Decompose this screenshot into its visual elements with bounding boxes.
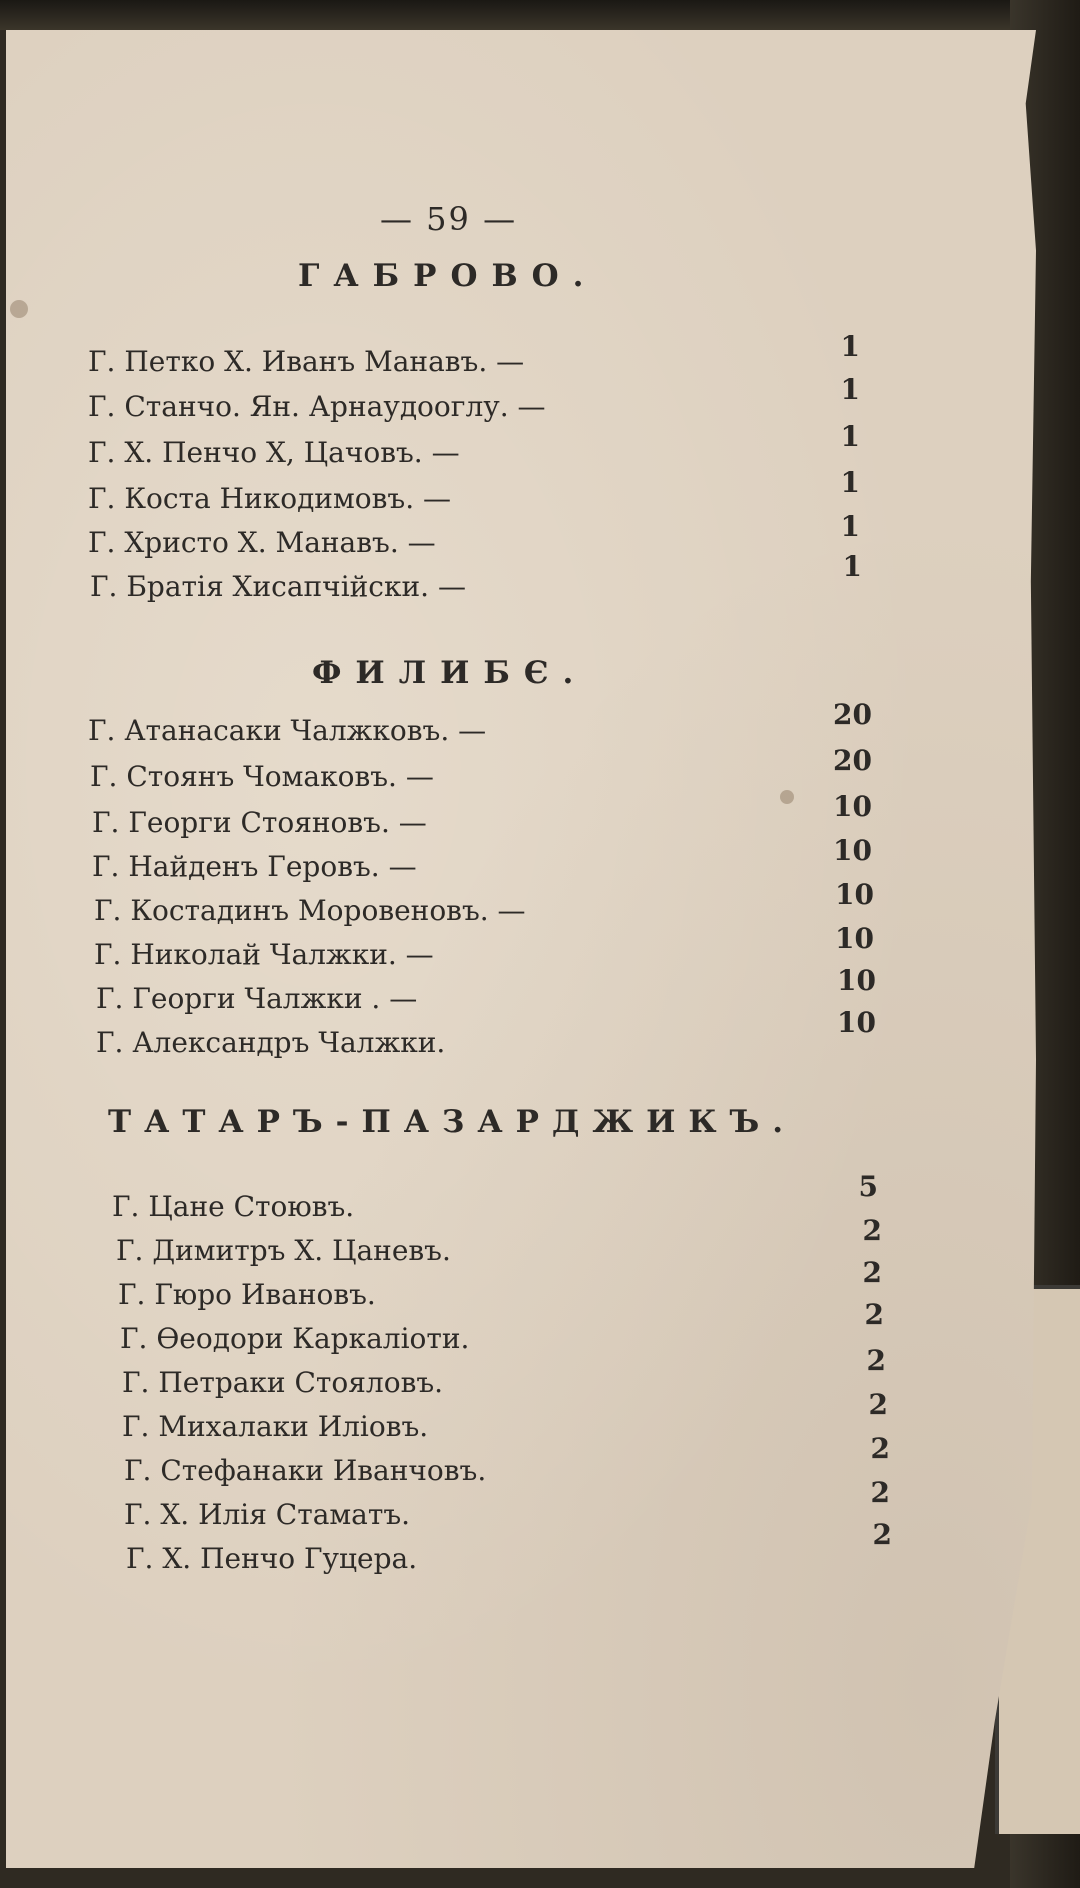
list-item-amount: 1 [840, 510, 860, 543]
list-item-amount: 20 [833, 744, 872, 777]
list-item: Г. Костадинъ Моровеновъ. — [94, 894, 526, 927]
list-item: Г. Өеодори Каркаліоти. [120, 1322, 470, 1355]
list-item-amount: 1 [840, 466, 860, 499]
list-item: Г. Братія Хисапчійски. — [90, 570, 466, 603]
list-item: Г. Петко Х. Иванъ Манавъ. — [88, 345, 525, 378]
list-item-amount: 1 [840, 373, 860, 406]
list-item-amount: 1 [840, 420, 860, 453]
list-item-amount: 5 [858, 1170, 878, 1203]
list-item-amount: 1 [842, 550, 862, 583]
list-item: Г. Александръ Чалжки. [96, 1026, 446, 1059]
list-item-amount: 2 [868, 1388, 888, 1421]
list-item-amount: 2 [862, 1214, 882, 1247]
list-item-amount: 10 [835, 922, 874, 955]
list-item: Г. Стефанаки Иванчовъ. [124, 1454, 487, 1487]
list-item-amount: 10 [837, 964, 876, 997]
list-item-amount: 2 [872, 1518, 892, 1551]
list-item-amount: 2 [870, 1476, 890, 1509]
list-item-amount: 2 [866, 1344, 886, 1377]
list-item: Г. Х. Пенчо Х, Цачовъ. — [88, 436, 460, 469]
list-item: Г. Цане Стоювъ. [112, 1190, 355, 1223]
list-item-amount: 2 [870, 1432, 890, 1465]
list-item: Г. Георги Стояновъ. — [92, 806, 427, 839]
list-item: Г. Атанасаки Чалжковъ. — [88, 714, 487, 747]
page-number: — 59 — [380, 200, 518, 238]
list-item: Г. Х. Илія Стаматъ. [124, 1498, 411, 1531]
list-item-amount: 10 [837, 1006, 876, 1039]
list-item-amount: 20 [833, 698, 872, 731]
list-item-amount: 2 [864, 1298, 884, 1331]
list-item-amount: 10 [833, 834, 872, 867]
list-item-amount: 2 [862, 1256, 882, 1289]
list-item: Г. Гюро Ивановъ. [118, 1278, 376, 1311]
list-item-amount: 10 [833, 790, 872, 823]
list-item: Г. Георги Чалжки . — [96, 982, 418, 1015]
list-item-amount: 1 [840, 330, 860, 363]
list-item: Г. Стоянъ Чомаковъ. — [90, 760, 434, 793]
list-item-amount: 10 [835, 878, 874, 911]
section-heading-tatar-pazardzhik: ТАТАРЪ-ПАЗАРДЖИКЪ. [108, 1104, 797, 1140]
list-item: Г. Найденъ Геровъ. — [92, 850, 417, 883]
list-item: Г. Димитръ Х. Цаневъ. [116, 1234, 451, 1267]
list-item: Г. Николай Чалжки. — [94, 938, 434, 971]
list-item: Г. Станчо. Ян. Арнаудооглу. — [88, 390, 546, 423]
section-heading-filibe: ФИЛИБЄ. [312, 655, 588, 691]
list-item: Г. Петраки Стояловъ. [122, 1366, 444, 1399]
list-item: Г. Коста Никодимовъ. — [88, 482, 451, 515]
list-item: Г. Михалаки Иліовъ. [122, 1410, 429, 1443]
section-heading-gabrovo: ГАБРОВО. [298, 258, 598, 294]
list-item: Г. Х. Пенчо Гуцера. [126, 1542, 418, 1575]
list-item: Г. Христо Х. Манавъ. — [88, 526, 436, 559]
